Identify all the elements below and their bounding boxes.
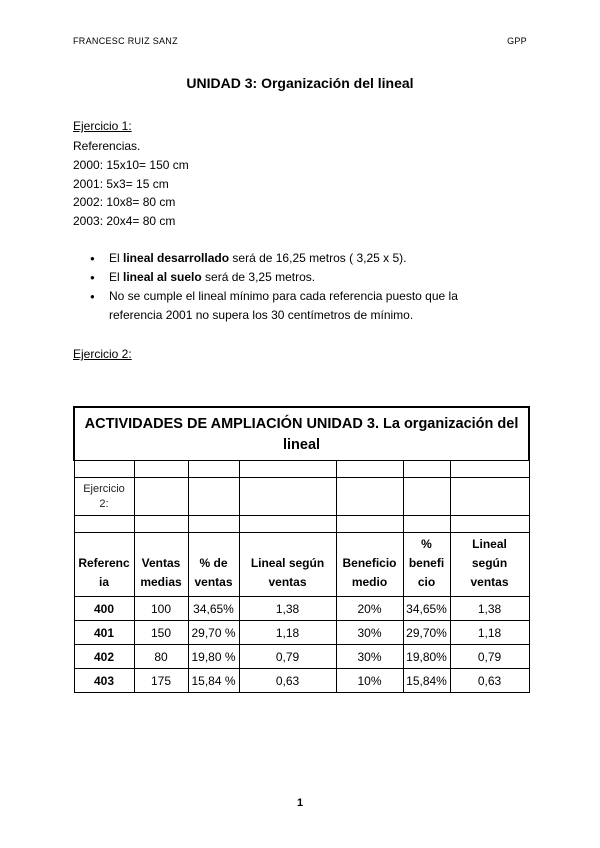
col-header-beneficio-medio: Beneficio medio xyxy=(336,533,403,597)
empty-row xyxy=(74,516,529,533)
ex1-line: Referencias. xyxy=(73,139,141,153)
cell-referencia: 403 xyxy=(74,669,134,693)
header-code: GPP xyxy=(507,36,527,46)
col-header-referencia: Referenc ia xyxy=(74,533,134,597)
cell-pct-beneficio: 29,70% xyxy=(403,621,450,645)
bullet-item: ● El lineal desarrollado será de 16,25 metros ( 3,25 x 5). xyxy=(73,249,473,268)
cell-referencia: 401 xyxy=(74,621,134,645)
table-row xyxy=(74,597,529,621)
cell-beneficio: 30% xyxy=(336,621,403,645)
bullet-item: ● No se cumple el lineal mínimo para cada referencia puesto que la referencia 2001 no supera los 30 centímetros de mínimo. xyxy=(73,287,473,325)
col-header-lineal-segun-ventas: Lineal según ventas xyxy=(239,533,336,597)
ex1-line: 2003: 20x4= 80 cm xyxy=(73,214,176,228)
col-header-ventas-medias: Ventas medias xyxy=(134,533,188,597)
cell-lineal-2: 1,18 xyxy=(450,621,529,645)
ex1-line: 2000: 15x10= 150 cm xyxy=(73,158,189,172)
table-row xyxy=(74,621,529,645)
cell-ventas: 150 xyxy=(134,621,188,645)
exercise-label-row xyxy=(74,478,529,516)
cell-pct-beneficio: 19,80% xyxy=(403,645,450,669)
exercise-2-heading: Ejercicio 2: xyxy=(73,347,132,361)
ex1-line: 2002: 10x8= 80 cm xyxy=(73,195,176,209)
cell-beneficio: 20% xyxy=(336,597,403,621)
cell-pct-beneficio: 15,84% xyxy=(403,669,450,693)
cell-pct-ventas: 29,70 % xyxy=(188,621,239,645)
cell-lineal-2: 0,63 xyxy=(450,669,529,693)
cell-lineal: 0,63 xyxy=(239,669,336,693)
cell-referencia: 402 xyxy=(74,645,134,669)
cell-ventas: 100 xyxy=(134,597,188,621)
col-header-lineal-segun-ventas-2: Lineal según ventas xyxy=(450,533,529,597)
activities-table xyxy=(73,406,530,693)
table-row xyxy=(74,669,529,693)
header-row xyxy=(74,533,529,597)
ex1-line: 2001: 5x3= 15 cm xyxy=(73,177,169,191)
table-title: ACTIVIDADES DE AMPLIACIÓN UNIDAD 3. La organización del lineal xyxy=(74,407,529,461)
cell-pct-beneficio: 34,65% xyxy=(403,597,450,621)
cell-pct-ventas: 15,84 % xyxy=(188,669,239,693)
bullet-item: ● El lineal al suelo será de 3,25 metros. xyxy=(73,268,473,287)
cell-lineal: 0,79 xyxy=(239,645,336,669)
header-author: FRANCESC RUIZ SANZ xyxy=(73,36,178,46)
ex1-bullet-list xyxy=(73,249,473,325)
cell-lineal-2: 0,79 xyxy=(450,645,529,669)
exercise-2-label: Ejercicio 2: xyxy=(74,478,134,516)
cell-lineal: 1,38 xyxy=(239,597,336,621)
cell-referencia: 400 xyxy=(74,597,134,621)
col-header-pct-beneficio: % benefi cio xyxy=(403,533,450,597)
table-row xyxy=(74,645,529,669)
bold-term: lineal al suelo xyxy=(123,270,202,284)
cell-pct-ventas: 34,65% xyxy=(188,597,239,621)
cell-lineal: 1,18 xyxy=(239,621,336,645)
page-number: 1 xyxy=(296,797,304,809)
cell-pct-ventas: 19,80 % xyxy=(188,645,239,669)
exercise-1-heading: Ejercicio 1: xyxy=(73,119,132,133)
cell-lineal-2: 1,38 xyxy=(450,597,529,621)
bold-term: lineal desarrollado xyxy=(123,251,230,265)
empty-row xyxy=(74,461,529,478)
page-title: UNIDAD 3: Organización del lineal xyxy=(186,75,414,91)
cell-beneficio: 10% xyxy=(336,669,403,693)
cell-ventas: 175 xyxy=(134,669,188,693)
col-header-pct-ventas: % de ventas xyxy=(188,533,239,597)
cell-ventas: 80 xyxy=(134,645,188,669)
cell-beneficio: 30% xyxy=(336,645,403,669)
